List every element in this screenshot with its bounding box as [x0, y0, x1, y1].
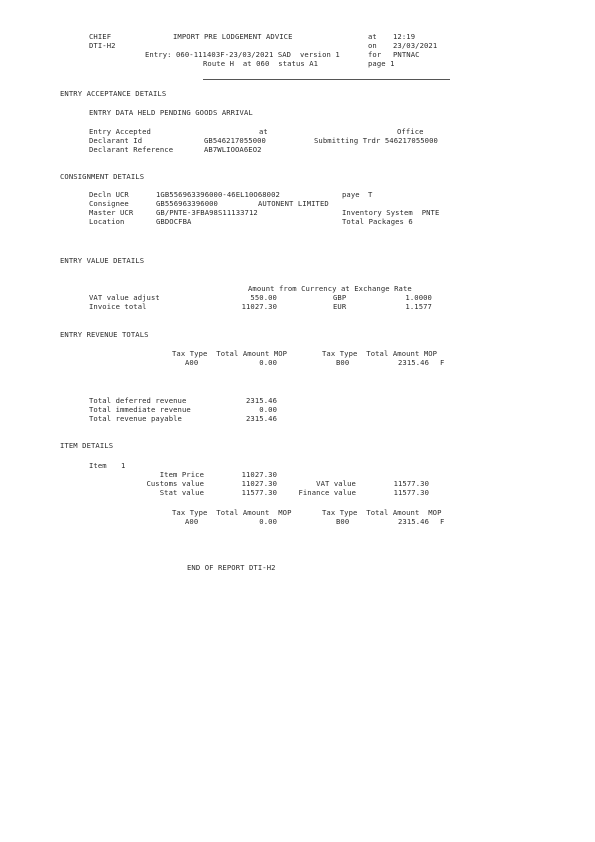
item-label: Item [89, 461, 107, 470]
immediate-revenue-value: 0.00 [259, 405, 277, 414]
consignee-id: GB556963396000 [156, 199, 218, 208]
invoice-total-currency: EUR [333, 302, 347, 311]
vat-adjust-amount: 550.00 [250, 293, 277, 302]
vat-value: 11577.30 [393, 479, 429, 488]
revenue-left-amount: 0.00 [259, 358, 277, 367]
item-column-header-left: Tax Type Total Amount MOP [172, 508, 292, 517]
location-label: Location [89, 217, 125, 226]
invoice-total-label: Invoice total [89, 302, 147, 311]
consignee-label: Consignee [89, 199, 129, 208]
location-value: GBDOCFBA [156, 217, 192, 226]
inventory-system: Inventory System PNTE [342, 208, 440, 217]
end-of-report: END OF REPORT DTI-H2 [187, 563, 276, 572]
ducr-value: 1GB556963396000-46EL10O68002 [156, 190, 280, 199]
finance-value-label: Finance value [298, 488, 356, 497]
master-ucr: GB/PNTE-3FBA98S11133712 [156, 208, 258, 217]
report-title: IMPORT PRE LODGEMENT ADVICE [173, 32, 293, 41]
paye-label: paye [342, 190, 360, 199]
acceptance-status: ENTRY DATA HELD PENDING GOODS ARRIVAL [89, 108, 253, 117]
system-code: CHIEF [89, 32, 112, 41]
report-code: DTI-H2 [89, 41, 116, 50]
master-ucr-label: Master UCR [89, 208, 134, 217]
declarant-id-label: Declarant Id [89, 136, 143, 145]
consignee-name: AUTONENT LIMITED [258, 199, 329, 208]
vat-adjust-rate: 1.0000 [405, 293, 432, 302]
report-time: 12:19 [393, 32, 416, 41]
item-price-label: Item Price [159, 470, 204, 479]
page-number: page 1 [368, 59, 395, 68]
vat-value-label: VAT value [316, 479, 356, 488]
at-label: at [368, 32, 377, 41]
for-label: for [368, 50, 382, 59]
consignment-heading: CONSIGNMENT DETAILS [60, 172, 145, 181]
declarant-ref-label: Declarant Reference [89, 145, 174, 154]
customs-value: 11027.30 [241, 479, 277, 488]
item-left-tax-type: A00 [185, 517, 199, 526]
route-line: Route H at 060 status A1 [203, 59, 319, 68]
revenue-column-header-left: Tax Type Total Amount MOP [172, 349, 288, 358]
total-packages: Total Packages 6 [342, 217, 413, 226]
vat-adjust-label: VAT value adjust [89, 293, 160, 302]
office-label: Office [397, 127, 424, 136]
entry-accepted-label: Entry Accepted [89, 127, 151, 136]
declarant-id: GB546217055000 [204, 136, 266, 145]
revenue-right-mop: F [440, 358, 445, 367]
deferred-revenue-value: 2315.46 [246, 396, 277, 405]
item-right-amount: 2315.46 [398, 517, 429, 526]
paye-value: T [368, 190, 373, 199]
value-heading: ENTRY VALUE DETAILS [60, 256, 145, 265]
immediate-revenue-label: Total immediate revenue [89, 405, 191, 414]
revenue-right-amount: 2315.46 [398, 358, 429, 367]
item-left-amount: 0.00 [259, 517, 277, 526]
finance-value: 11577.30 [393, 488, 429, 497]
revenue-payable-label: Total revenue payable [89, 414, 182, 423]
invoice-total-amount: 11027.30 [241, 302, 277, 311]
revenue-heading: ENTRY REVENUE TOTALS [60, 330, 149, 339]
item-right-mop: F [440, 517, 445, 526]
customs-value-label: Customs value [146, 479, 204, 488]
declarant-ref: AB7WLIOOA6EO2 [204, 145, 262, 154]
for-value: PNTNAC [393, 50, 420, 59]
submitting-trader: Submitting Trdr 546217055000 [314, 136, 438, 145]
entry-accepted-at-label: at [259, 127, 268, 136]
value-column-header: Amount from Currency at Exchange Rate [248, 284, 412, 293]
vat-adjust-currency: GBP [333, 293, 347, 302]
revenue-column-header-right: Tax Type Total Amount MOP [322, 349, 438, 358]
ducr-label: Decln UCR [89, 190, 129, 199]
stat-value-label: Stat value [159, 488, 204, 497]
item-number: 1 [121, 461, 126, 470]
report-date: 23/03/2021 [393, 41, 438, 50]
stat-value: 11577.30 [241, 488, 277, 497]
invoice-total-rate: 1.1577 [405, 302, 432, 311]
revenue-left-tax-type: A00 [185, 358, 199, 367]
revenue-right-tax-type: B00 [336, 358, 350, 367]
acceptance-heading: ENTRY ACCEPTANCE DETAILS [60, 89, 167, 98]
entry-line: Entry: 060-111403F-23/03/2021 SAD version 1 [145, 50, 340, 59]
revenue-payable-value: 2315.46 [246, 414, 277, 423]
item-right-tax-type: B00 [336, 517, 350, 526]
deferred-revenue-label: Total deferred revenue [89, 396, 187, 405]
items-heading: ITEM DETAILS [60, 441, 114, 450]
header-rule [203, 79, 450, 80]
on-label: on [368, 41, 377, 50]
item-price-value: 11027.30 [241, 470, 277, 479]
item-column-header-right: Tax Type Total Amount MOP [322, 508, 442, 517]
